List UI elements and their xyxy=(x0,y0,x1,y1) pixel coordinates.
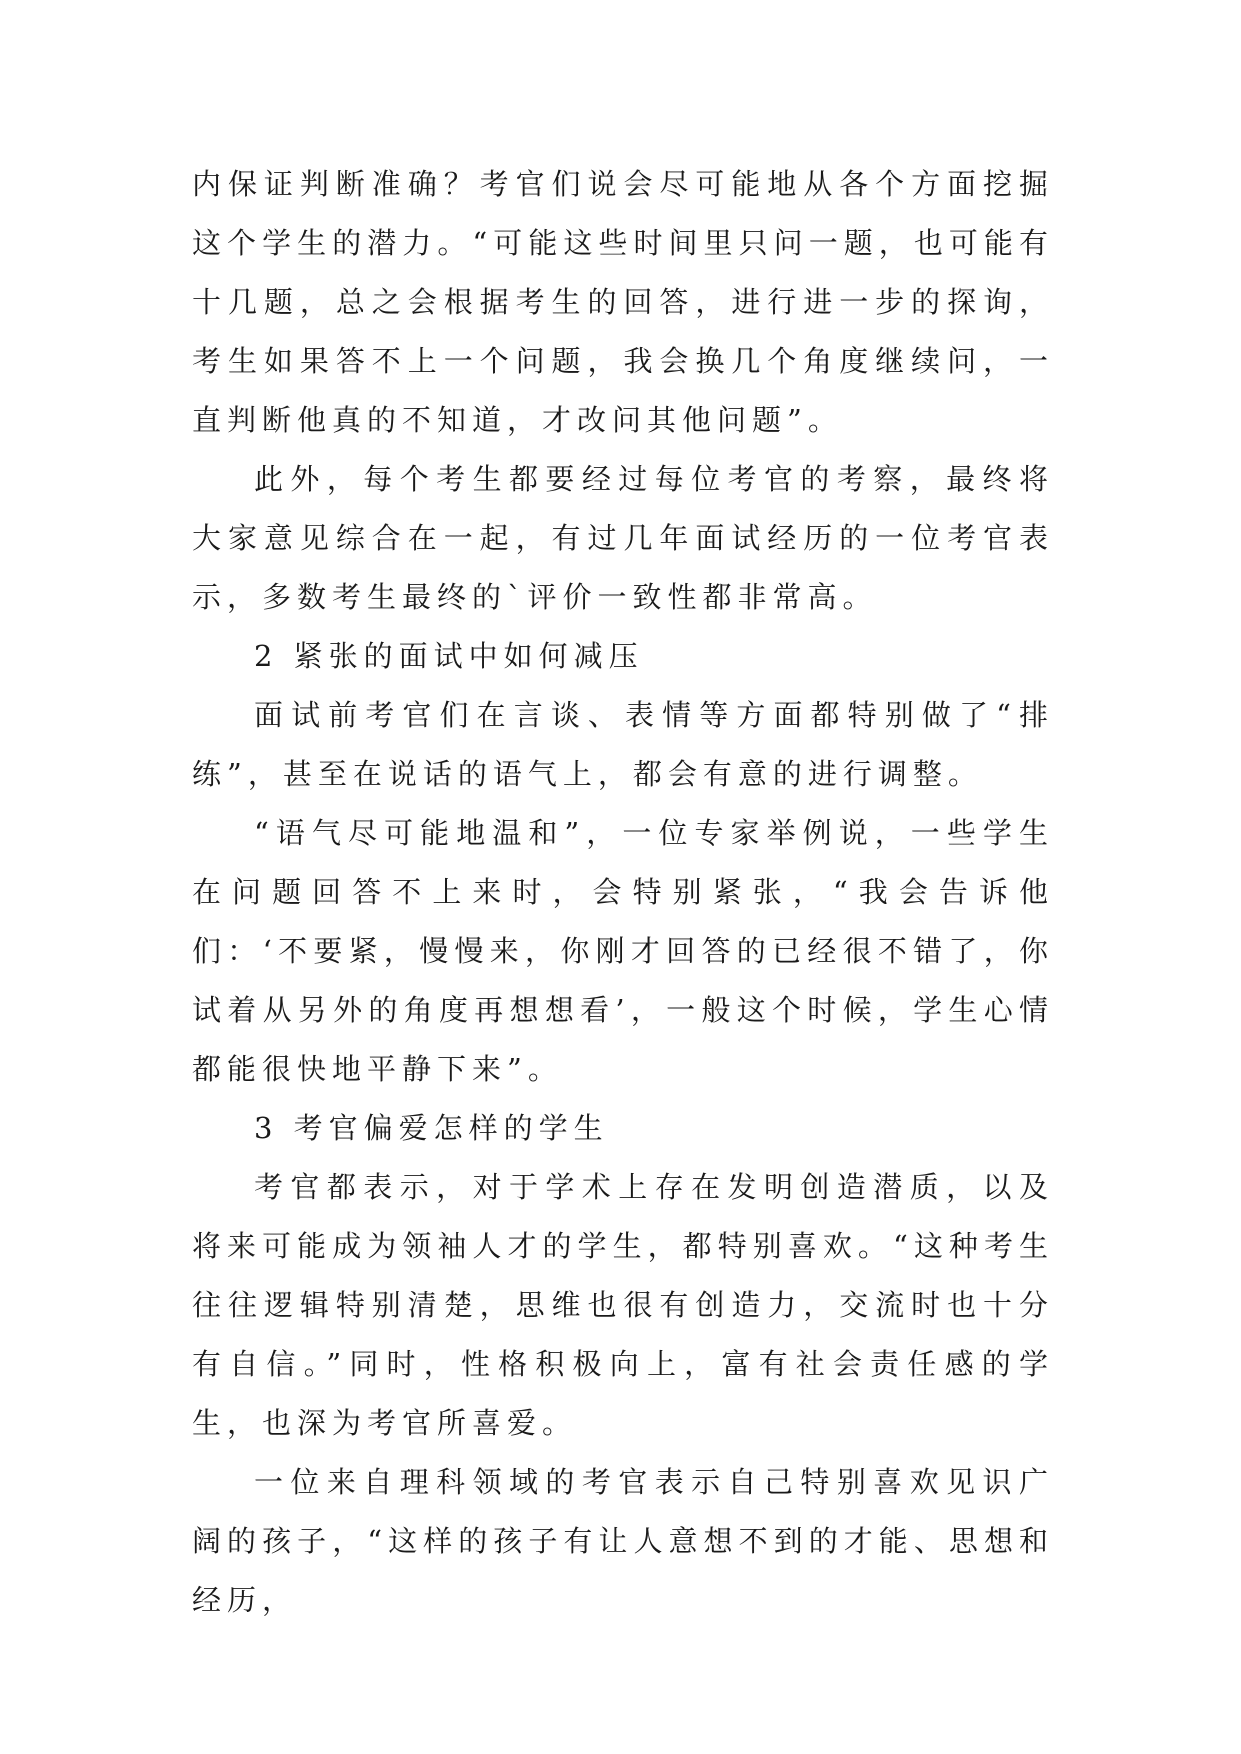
paragraph-science-examiner: 一位来自理科领域的考官表示自己特别喜欢见识广阔的孩子，“这样的孩子有让人意想不到的才能、思想和经历， xyxy=(192,1465,1054,1617)
section-heading-preferred-students: 3 考官偏爱怎样的学生 xyxy=(254,1111,609,1145)
paragraph-continuation: 内保证判断准确？考官们说会尽可能地从各个方面挖掘这个学生的潜力。“可能这些时间里只问一题，也可能有十几题，总之会根据考生的回答，进行进一步的探询，考生如果答不上一个问题，我会换几个角度继续问，一直判断他真的不知道，才改问其他问题”。 xyxy=(192,167,1054,437)
document-body xyxy=(192,155,1054,1630)
paragraph-rehearsal: 面试前考官们在言谈、表情等方面都特别做了“排练”，甚至在说话的语气上，都会有意的进行调整。 xyxy=(192,698,1054,791)
section-heading-stress-relief: 2 紧张的面试中如何减压 xyxy=(254,639,644,673)
paragraph-gentle-tone: “语气尽可能地温和”，一位专家举例说，一些学生在问题回答不上来时，会特别紧张，“我会告诉他们：‘不要紧，慢慢来，你刚才回答的已经很不错了，你试着从另外的角度再想想看’，一般这个时候，学生心情都能很快地平静下来”。 xyxy=(192,816,1054,1086)
paragraph-preferred-traits: 考官都表示，对于学术上存在发明创造潜质，以及将来可能成为领袖人才的学生，都特别喜欢。“这种考生往往逻辑特别清楚，思维也很有创造力，交流时也十分有自信。”同时，性格积极向上，富有社会责任感的学生，也深为考官所喜爱。 xyxy=(192,1170,1054,1440)
paragraph-comprehensive-evaluation: 此外，每个考生都要经过每位考官的考察，最终将大家意见综合在一起，有过几年面试经历的一位考官表示，多数考生最终的`评价一致性都非常高。 xyxy=(192,462,1054,614)
